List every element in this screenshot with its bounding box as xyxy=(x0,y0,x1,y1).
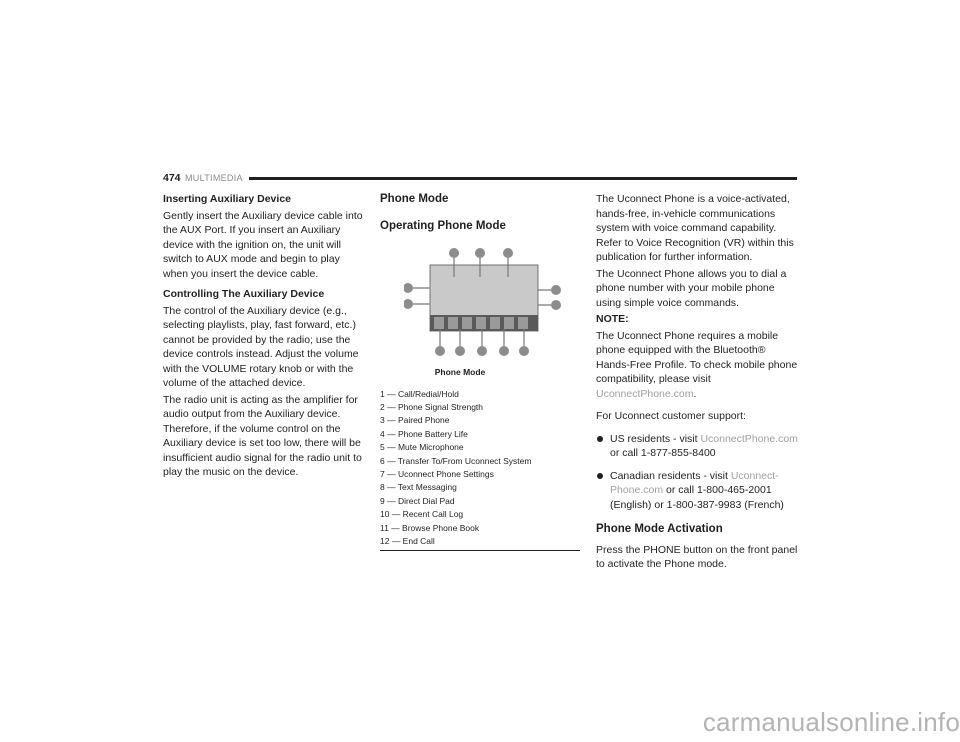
legend-item: 7 — Uconnect Phone Settings xyxy=(380,468,494,479)
note-text-part: The Uconnect Phone requires a mobile phone equipped with the Bluetooth® Hands-Free Profile. To check mobile phone compatibility, please visit xyxy=(596,329,798,385)
legend-item: 5 — Mute Microphone xyxy=(380,442,464,453)
legend-item: 6 — Transfer To/From Uconnect System xyxy=(380,455,532,466)
phone-mode-figure xyxy=(404,247,564,365)
figure-caption: Phone Mode xyxy=(434,367,486,377)
header-rule xyxy=(249,177,797,180)
column-right xyxy=(596,192,801,574)
legend-item: 10 — Recent Call Log xyxy=(380,509,464,520)
heading-phone-mode-activation: Phone Mode Activation xyxy=(596,523,723,535)
phone-mode-screen-illustration xyxy=(404,247,564,365)
legend-item: 8 — Text Messaging xyxy=(380,482,457,493)
paragraph-uconnect-dial: The Uconnect Phone allows you to dial a phone number with your mobile phone using simple voice commands. xyxy=(596,267,787,309)
note-text-end: . xyxy=(693,387,697,400)
legend-item: 3 — Paired Phone xyxy=(380,415,450,426)
legend-item: 12 — End Call xyxy=(380,535,435,546)
uconnect-link[interactable]: UconnectPhone.com xyxy=(700,432,798,445)
bullet-dot xyxy=(597,436,603,442)
bullet-canadian-residents xyxy=(596,469,801,513)
uconnect-link[interactable]: UconnectPhone.com xyxy=(596,387,694,400)
paragraph-phone-mode-activation: Press the PHONE button on the front panel to activate the Phone mode. xyxy=(596,543,798,570)
watermark: carmanualsonline.info xyxy=(702,707,960,737)
bullet-dot xyxy=(597,473,603,479)
paragraph-amplifier: The radio unit is acting as the amplifier for audio output from the Auxiliary device. Therefore, if the volume control on the Auxiliary device is set too low, there will be insufficient audio signal for the radio unit to play the music on the device. xyxy=(163,393,362,478)
bullet-text: US residents - visit xyxy=(610,432,701,445)
legend-item: 4 — Phone Battery Life xyxy=(380,428,468,439)
bullet-text: Canadian residents - visit xyxy=(610,469,731,482)
bullet-us-residents xyxy=(596,432,801,461)
support-intro: For Uconnect customer support: xyxy=(596,410,746,422)
legend-item: 9 — Direct Dial Pad xyxy=(380,495,455,506)
page-number: 474 xyxy=(163,172,181,184)
paragraph-inserting-aux: Gently insert the Auxiliary device cable into the AUX Port. If you insert an Auxiliary device with the ignition on, the unit will switch to AUX mode and begin to play when you insert the device cable. xyxy=(163,209,363,280)
bullet-text: or call 1-800-465-2001 (English) or 1-800-387-9983 (French) xyxy=(610,484,784,511)
heading-controlling-aux: Controlling The Auxiliary Device xyxy=(163,288,325,300)
heading-inserting-aux: Inserting Auxiliary Device xyxy=(163,193,291,205)
legend-item: 2 — Phone Signal Strength xyxy=(380,401,484,412)
paragraph-controlling-aux: The control of the Auxiliary device (e.g., selecting playlists, play, fast forward, etc.) cannot be provided by the radio; use the device controls instead. Adjust the volume with the VOLUME rotary knob or with the volume of the attached device. xyxy=(163,304,359,389)
uconnect-link[interactable]: Uconnect-Phone.com xyxy=(610,469,779,496)
legend-item: 11 — Browse Phone Book xyxy=(380,522,480,533)
heading-phone-mode: Phone Mode xyxy=(380,193,449,205)
note-text xyxy=(596,329,801,402)
legend-item: 1 — Call/Redial/Hold xyxy=(380,388,459,399)
figure-legend xyxy=(380,388,580,552)
bullet-text: or call 1-877-855-8400 xyxy=(610,447,716,459)
heading-operating-phone-mode: Operating Phone Mode xyxy=(380,219,506,232)
column-middle xyxy=(380,192,580,551)
note-label: NOTE: xyxy=(596,313,629,325)
column-left xyxy=(163,192,363,482)
section-name: MULTIMEDIA xyxy=(185,172,243,183)
page-header xyxy=(163,172,797,186)
paragraph-uconnect-intro: The Uconnect Phone is a voice-activated, hands-free, in-vehicle communications system with voice command capability. Refer to Voice Recognition (VR) within this publication for further information. xyxy=(596,193,794,263)
